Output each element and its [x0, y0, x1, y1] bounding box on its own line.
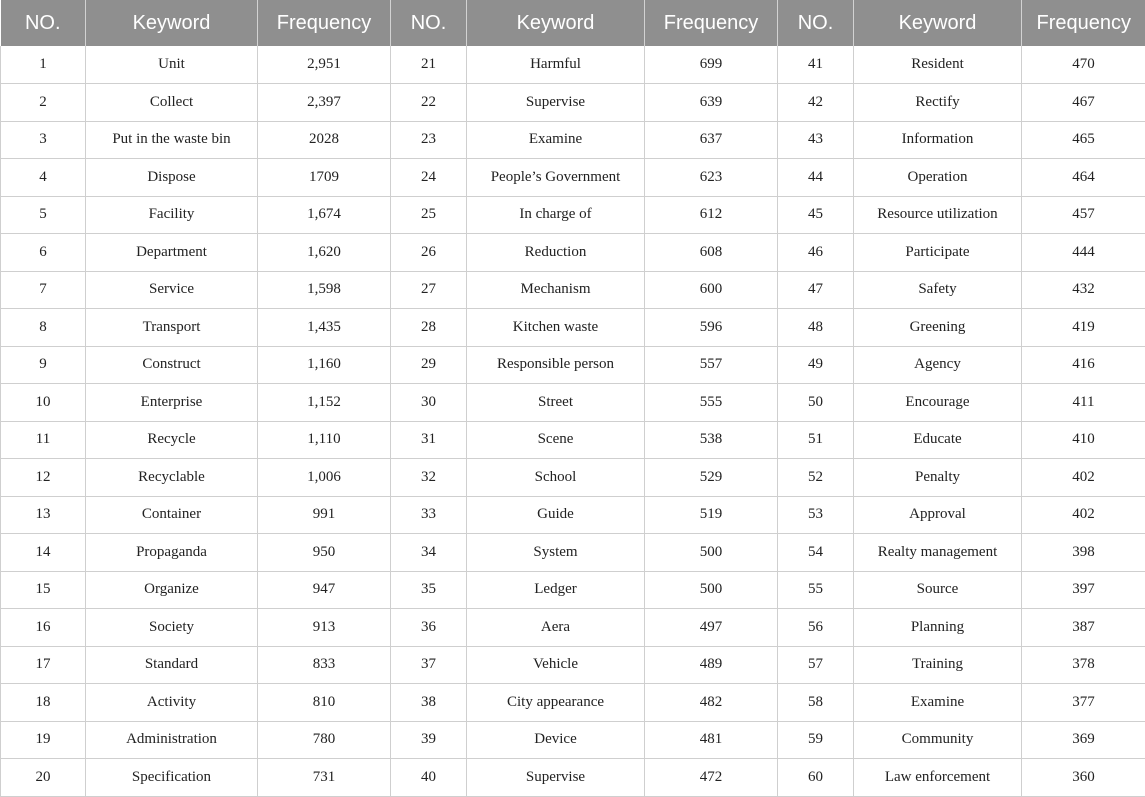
cell-keyword: Source [854, 571, 1022, 609]
cell-frequency: 457 [1022, 196, 1145, 234]
cell-no: 39 [391, 721, 467, 759]
cell-no: 16 [1, 609, 86, 647]
cell-keyword: Safety [854, 271, 1022, 309]
cell-no: 60 [778, 759, 854, 797]
cell-keyword: Administration [86, 721, 258, 759]
table-row [1, 84, 1145, 122]
cell-keyword: Activity [86, 684, 258, 722]
cell-frequency: 378 [1022, 646, 1145, 684]
cell-frequency: 500 [645, 534, 778, 572]
cell-frequency: 623 [645, 159, 778, 197]
cell-no: 45 [778, 196, 854, 234]
cell-frequency: 2,951 [258, 46, 391, 84]
cell-frequency: 557 [645, 346, 778, 384]
cell-frequency: 1,160 [258, 346, 391, 384]
table-row [1, 646, 1145, 684]
table-row [1, 121, 1145, 159]
cell-frequency: 833 [258, 646, 391, 684]
cell-frequency: 472 [645, 759, 778, 797]
header-no-2: NO. [391, 0, 467, 46]
cell-no: 49 [778, 346, 854, 384]
cell-no: 11 [1, 421, 86, 459]
cell-keyword: Ledger [467, 571, 645, 609]
cell-no: 51 [778, 421, 854, 459]
cell-no: 42 [778, 84, 854, 122]
cell-no: 20 [1, 759, 86, 797]
cell-frequency: 377 [1022, 684, 1145, 722]
cell-keyword: Supervise [467, 759, 645, 797]
cell-no: 6 [1, 234, 86, 272]
cell-keyword: Community [854, 721, 1022, 759]
cell-keyword: Street [467, 384, 645, 422]
cell-keyword: Construct [86, 346, 258, 384]
cell-frequency: 1,110 [258, 421, 391, 459]
table-row [1, 571, 1145, 609]
cell-no: 40 [391, 759, 467, 797]
table-row [1, 384, 1145, 422]
cell-no: 36 [391, 609, 467, 647]
cell-frequency: 1,006 [258, 459, 391, 497]
cell-keyword: Reduction [467, 234, 645, 272]
table-row [1, 421, 1145, 459]
cell-keyword: Information [854, 121, 1022, 159]
cell-no: 13 [1, 496, 86, 534]
table-row [1, 159, 1145, 197]
cell-keyword: Specification [86, 759, 258, 797]
table-row [1, 534, 1145, 572]
cell-no: 38 [391, 684, 467, 722]
cell-keyword: Society [86, 609, 258, 647]
cell-keyword: Greening [854, 309, 1022, 347]
cell-no: 34 [391, 534, 467, 572]
cell-keyword: Operation [854, 159, 1022, 197]
cell-frequency: 464 [1022, 159, 1145, 197]
cell-keyword: Harmful [467, 46, 645, 84]
cell-keyword: Approval [854, 496, 1022, 534]
cell-frequency: 1,620 [258, 234, 391, 272]
cell-no: 28 [391, 309, 467, 347]
cell-keyword: System [467, 534, 645, 572]
cell-no: 54 [778, 534, 854, 572]
cell-no: 7 [1, 271, 86, 309]
cell-no: 21 [391, 46, 467, 84]
table-row [1, 234, 1145, 272]
cell-no: 17 [1, 646, 86, 684]
header-frequency-1: Frequency [258, 0, 391, 46]
cell-frequency: 360 [1022, 759, 1145, 797]
cell-no: 46 [778, 234, 854, 272]
cell-keyword: School [467, 459, 645, 497]
table-row [1, 196, 1145, 234]
cell-no: 47 [778, 271, 854, 309]
cell-frequency: 780 [258, 721, 391, 759]
cell-no: 19 [1, 721, 86, 759]
cell-keyword: City appearance [467, 684, 645, 722]
cell-keyword: Examine [467, 121, 645, 159]
cell-frequency: 410 [1022, 421, 1145, 459]
cell-no: 59 [778, 721, 854, 759]
cell-keyword: In charge of [467, 196, 645, 234]
cell-keyword: Scene [467, 421, 645, 459]
cell-frequency: 637 [645, 121, 778, 159]
cell-keyword: Rectify [854, 84, 1022, 122]
table-row [1, 496, 1145, 534]
cell-no: 14 [1, 534, 86, 572]
cell-no: 50 [778, 384, 854, 422]
header-no-1: NO. [1, 0, 86, 46]
cell-keyword: Recycle [86, 421, 258, 459]
cell-no: 29 [391, 346, 467, 384]
cell-keyword: Put in the waste bin [86, 121, 258, 159]
cell-keyword: Resident [854, 46, 1022, 84]
cell-no: 26 [391, 234, 467, 272]
cell-frequency: 500 [645, 571, 778, 609]
cell-frequency: 731 [258, 759, 391, 797]
cell-keyword: Kitchen waste [467, 309, 645, 347]
cell-frequency: 419 [1022, 309, 1145, 347]
cell-keyword: Responsible person [467, 346, 645, 384]
table-row [1, 459, 1145, 497]
cell-no: 9 [1, 346, 86, 384]
cell-keyword: Department [86, 234, 258, 272]
cell-keyword: People’s Government [467, 159, 645, 197]
cell-no: 55 [778, 571, 854, 609]
cell-keyword: Organize [86, 571, 258, 609]
cell-frequency: 369 [1022, 721, 1145, 759]
cell-keyword: Planning [854, 609, 1022, 647]
cell-keyword: Collect [86, 84, 258, 122]
cell-frequency: 432 [1022, 271, 1145, 309]
cell-keyword: Resource utilization [854, 196, 1022, 234]
cell-frequency: 555 [645, 384, 778, 422]
cell-frequency: 538 [645, 421, 778, 459]
header-frequency-2: Frequency [645, 0, 778, 46]
cell-frequency: 489 [645, 646, 778, 684]
cell-frequency: 470 [1022, 46, 1145, 84]
cell-no: 12 [1, 459, 86, 497]
cell-frequency: 444 [1022, 234, 1145, 272]
cell-keyword: Container [86, 496, 258, 534]
cell-keyword: Standard [86, 646, 258, 684]
table-row [1, 759, 1145, 797]
cell-keyword: Supervise [467, 84, 645, 122]
cell-keyword: Law enforcement [854, 759, 1022, 797]
cell-frequency: 1,152 [258, 384, 391, 422]
cell-keyword: Dispose [86, 159, 258, 197]
cell-keyword: Training [854, 646, 1022, 684]
cell-keyword: Examine [854, 684, 1022, 722]
cell-frequency: 699 [645, 46, 778, 84]
cell-frequency: 2,397 [258, 84, 391, 122]
cell-no: 43 [778, 121, 854, 159]
cell-no: 8 [1, 309, 86, 347]
cell-no: 31 [391, 421, 467, 459]
cell-no: 41 [778, 46, 854, 84]
header-keyword-3: Keyword [854, 0, 1022, 46]
cell-no: 4 [1, 159, 86, 197]
cell-no: 33 [391, 496, 467, 534]
cell-frequency: 639 [645, 84, 778, 122]
table-row [1, 346, 1145, 384]
cell-no: 18 [1, 684, 86, 722]
cell-frequency: 991 [258, 496, 391, 534]
cell-no: 56 [778, 609, 854, 647]
table-body [1, 46, 1145, 796]
cell-keyword: Transport [86, 309, 258, 347]
cell-frequency: 416 [1022, 346, 1145, 384]
cell-no: 24 [391, 159, 467, 197]
cell-no: 15 [1, 571, 86, 609]
cell-keyword: Aera [467, 609, 645, 647]
cell-no: 22 [391, 84, 467, 122]
cell-no: 58 [778, 684, 854, 722]
cell-frequency: 913 [258, 609, 391, 647]
cell-no: 1 [1, 46, 86, 84]
table-row [1, 609, 1145, 647]
cell-frequency: 947 [258, 571, 391, 609]
cell-frequency: 950 [258, 534, 391, 572]
cell-keyword: Device [467, 721, 645, 759]
cell-keyword: Educate [854, 421, 1022, 459]
cell-no: 32 [391, 459, 467, 497]
cell-no: 25 [391, 196, 467, 234]
cell-keyword: Mechanism [467, 271, 645, 309]
cell-frequency: 481 [645, 721, 778, 759]
cell-no: 48 [778, 309, 854, 347]
cell-no: 35 [391, 571, 467, 609]
cell-no: 57 [778, 646, 854, 684]
cell-frequency: 482 [645, 684, 778, 722]
cell-keyword: Facility [86, 196, 258, 234]
table-header [1, 0, 1145, 46]
header-keyword-1: Keyword [86, 0, 258, 46]
cell-frequency: 1,598 [258, 271, 391, 309]
cell-keyword: Penalty [854, 459, 1022, 497]
cell-no: 23 [391, 121, 467, 159]
cell-keyword: Encourage [854, 384, 1022, 422]
cell-keyword: Vehicle [467, 646, 645, 684]
cell-frequency: 519 [645, 496, 778, 534]
cell-frequency: 1,674 [258, 196, 391, 234]
cell-frequency: 1709 [258, 159, 391, 197]
cell-frequency: 402 [1022, 459, 1145, 497]
cell-no: 27 [391, 271, 467, 309]
cell-keyword: Agency [854, 346, 1022, 384]
header-no-3: NO. [778, 0, 854, 46]
cell-frequency: 387 [1022, 609, 1145, 647]
cell-frequency: 467 [1022, 84, 1145, 122]
table-row [1, 684, 1145, 722]
cell-frequency: 596 [645, 309, 778, 347]
cell-no: 37 [391, 646, 467, 684]
cell-no: 30 [391, 384, 467, 422]
cell-frequency: 497 [645, 609, 778, 647]
cell-frequency: 612 [645, 196, 778, 234]
cell-frequency: 1,435 [258, 309, 391, 347]
cell-keyword: Unit [86, 46, 258, 84]
cell-keyword: Recyclable [86, 459, 258, 497]
cell-no: 2 [1, 84, 86, 122]
cell-frequency: 810 [258, 684, 391, 722]
cell-keyword: Service [86, 271, 258, 309]
header-keyword-2: Keyword [467, 0, 645, 46]
table-row [1, 721, 1145, 759]
header-row [1, 0, 1145, 46]
header-frequency-3: Frequency [1022, 0, 1145, 46]
cell-no: 3 [1, 121, 86, 159]
cell-no: 52 [778, 459, 854, 497]
cell-frequency: 398 [1022, 534, 1145, 572]
cell-frequency: 2028 [258, 121, 391, 159]
cell-keyword: Propaganda [86, 534, 258, 572]
table-row [1, 271, 1145, 309]
cell-frequency: 608 [645, 234, 778, 272]
cell-no: 10 [1, 384, 86, 422]
table-row [1, 46, 1145, 84]
cell-no: 53 [778, 496, 854, 534]
cell-keyword: Enterprise [86, 384, 258, 422]
cell-frequency: 600 [645, 271, 778, 309]
cell-frequency: 465 [1022, 121, 1145, 159]
cell-no: 44 [778, 159, 854, 197]
cell-frequency: 411 [1022, 384, 1145, 422]
cell-keyword: Participate [854, 234, 1022, 272]
cell-no: 5 [1, 196, 86, 234]
cell-frequency: 402 [1022, 496, 1145, 534]
cell-frequency: 397 [1022, 571, 1145, 609]
cell-keyword: Guide [467, 496, 645, 534]
cell-frequency: 529 [645, 459, 778, 497]
cell-keyword: Realty management [854, 534, 1022, 572]
table-row [1, 309, 1145, 347]
